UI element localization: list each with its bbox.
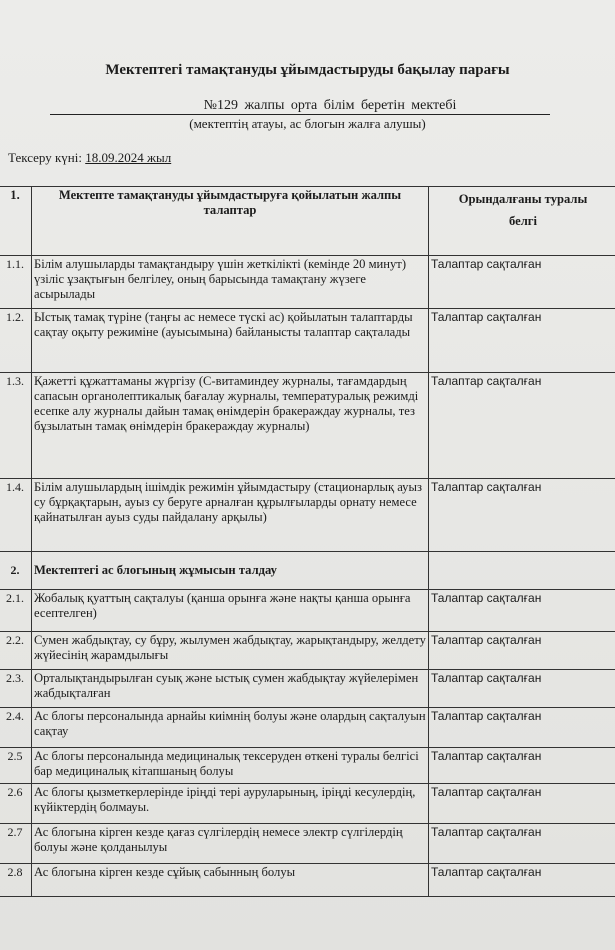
row-requirement: Білім алушыларды тамақтандыру үшін жеткілікті (кемінде 20 минут) үзіліс ұзақтығын белгілеу, оның барысында тамақтану жүзеге асырылады xyxy=(32,256,429,309)
header-status xyxy=(429,187,615,256)
row-requirement: Ас блогына кірген кезде қағаз сүлгілердің немесе электр сүлгілердің болуы және қолданылуы xyxy=(32,824,429,864)
table-row xyxy=(0,824,615,864)
row-status: Талаптар сақталған xyxy=(429,256,615,309)
row-requirement: Қажетті құжаттаманы жүргізу (С-витаминдеу журналы, тағамдардың сапасын органолептикалық бағалау журналы, температуралық режимді есепке алу журналы дайын тамақ өнімдерін бракераждау журналы, тез бұзылатын тамақ өнімдерін бракераждау журналы) xyxy=(32,373,429,479)
row-requirement: Ас блогы персоналында медициналық тексеруден өткені туралы белгісі бар медициналық кітапшаның болуы xyxy=(32,748,429,784)
header-num: 1. xyxy=(0,187,32,256)
table-row xyxy=(0,784,615,824)
inspection-date xyxy=(8,150,171,166)
row-requirement: Мектептегі ас блогының жұмысын талдау xyxy=(32,552,429,590)
row-requirement: Ас блогына кірген кезде сұйық сабынның болуы xyxy=(32,864,429,897)
table-body xyxy=(0,256,615,897)
table-row xyxy=(0,632,615,670)
row-number: 2.5 xyxy=(0,748,32,784)
row-status: Талаптар сақталған xyxy=(429,590,615,632)
table-row xyxy=(0,309,615,373)
document-title: Мектептегі тамақтануды ұйымдастыруды бақылау парағы xyxy=(105,62,510,78)
row-status: Талаптар сақталған xyxy=(429,373,615,479)
inspection-date-label: Тексеру күні: xyxy=(8,150,82,165)
row-number: 1.2. xyxy=(0,309,32,373)
table-row xyxy=(0,670,615,708)
row-number: 2. xyxy=(0,552,32,590)
table-row xyxy=(0,590,615,632)
checklist-table xyxy=(0,186,615,897)
row-requirement: Ас блогы персоналында арнайы киімнің болуы және олардың сақталуын сақтау xyxy=(32,708,429,748)
row-requirement: Орталықтандырылған суық және ыстық сумен жабдықтау жүйелерімен жабдықталған xyxy=(32,670,429,708)
section-row xyxy=(0,552,615,590)
row-number: 2.6 xyxy=(0,784,32,824)
row-requirement: Білім алушылардың ішімдік режимін ұйымдастыру (стационарлық ауыз су бұрқақтарын, ауыз су беруге арналған құрылғыларды орнату немесе қайнатылған ауыз суды пайдалану арқылы) xyxy=(32,479,429,552)
school-caption: (мектептің атауы, ас блогын жалға алушы) xyxy=(189,116,426,131)
table-row xyxy=(0,256,615,309)
row-status: Талаптар сақталған xyxy=(429,824,615,864)
row-status: Талаптар сақталған xyxy=(429,632,615,670)
row-status: Талаптар сақталған xyxy=(429,479,615,552)
table-row xyxy=(0,479,615,552)
row-number: 1.3. xyxy=(0,373,32,479)
inspection-date-value: 18.09.2024 жыл xyxy=(85,150,172,165)
header-status-line1: Орындалғаны туралы xyxy=(458,192,588,206)
header-status-line2: белгі xyxy=(508,214,537,228)
table-row xyxy=(0,373,615,479)
header-requirement: Мектепте тамақтануды ұйымдастыруға қойылатын жалпы талаптар xyxy=(32,187,429,256)
row-requirement: Жобалық қуаттың сақталуы (қанша орынға және нақты қанша орынға есептелген) xyxy=(32,590,429,632)
row-status: Талаптар сақталған xyxy=(429,670,615,708)
row-requirement: Ыстық тамақ түріне (таңғы ас немесе түскі ас) қойылатын талаптарды сақтау оқыту режиміне (ауысымына) байланысты талаптар сақталады xyxy=(32,309,429,373)
row-requirement: Сумен жабдықтау, су бұру, жылумен жабдықтау, жарықтандыру, желдету жүйесінің жарамдылығы xyxy=(32,632,429,670)
row-number: 1.1. xyxy=(0,256,32,309)
row-requirement: Ас блогы қызметкерлерінде іріңді тері ауруларының, іріңді кесулердің, күйіктердің болмауы. xyxy=(32,784,429,824)
row-number: 2.1. xyxy=(0,590,32,632)
row-number: 2.4. xyxy=(0,708,32,748)
row-status: Талаптар сақталған xyxy=(429,309,615,373)
row-number: 2.7 xyxy=(0,824,32,864)
row-status: Талаптар сақталған xyxy=(429,708,615,748)
row-number: 2.3. xyxy=(0,670,32,708)
table-row xyxy=(0,708,615,748)
row-status: Талаптар сақталған xyxy=(429,864,615,897)
table-row xyxy=(0,864,615,897)
row-status: Талаптар сақталған xyxy=(429,784,615,824)
table-header-row xyxy=(0,187,615,256)
school-name: №129 жалпы орта білім беретін мектебі xyxy=(50,98,550,115)
table-row xyxy=(0,748,615,784)
row-status xyxy=(429,552,615,590)
row-status: Талаптар сақталған xyxy=(429,748,615,784)
row-number: 1.4. xyxy=(0,479,32,552)
row-number: 2.8 xyxy=(0,864,32,897)
row-number: 2.2. xyxy=(0,632,32,670)
